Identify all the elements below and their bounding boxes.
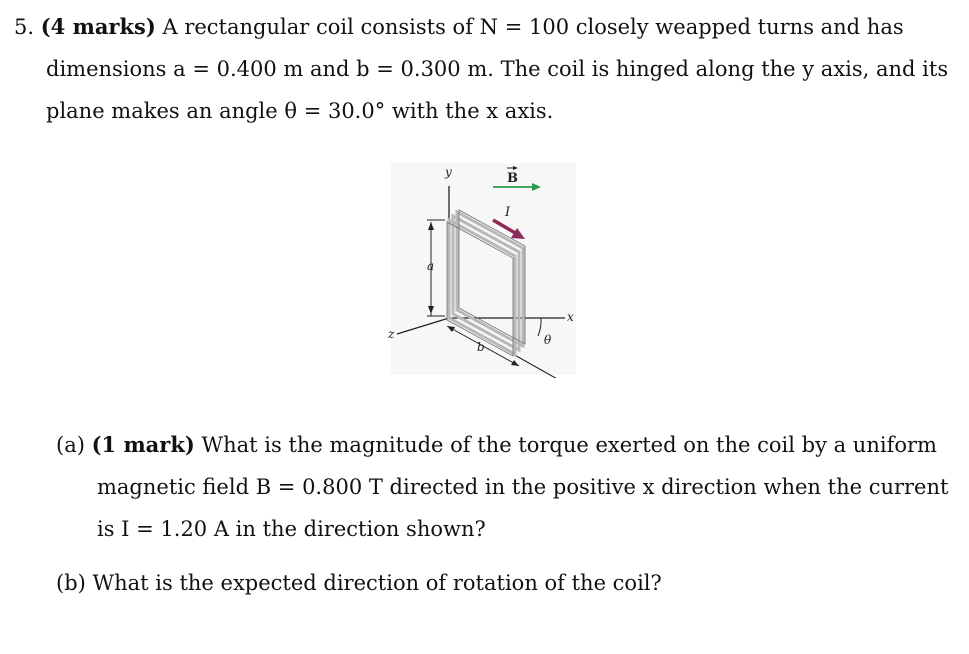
part-b-label: (b) bbox=[56, 571, 86, 595]
part-a-text-1: What is the magnitude of the torque exerted on the coil by a uniform bbox=[201, 433, 937, 457]
part-b-line bbox=[56, 570, 662, 596]
part-b-text: What is the expected direction of rotation of the coil? bbox=[92, 571, 662, 595]
problem-number: 5. bbox=[14, 15, 35, 39]
label-theta: θ bbox=[544, 333, 552, 347]
problem-marks: (4 marks) bbox=[40, 14, 156, 39]
label-a: a bbox=[427, 259, 435, 273]
problem-line-3: plane makes an angle θ = 30.0° with the x axis. bbox=[46, 99, 554, 123]
part-a-label: (a) bbox=[56, 433, 85, 457]
label-x-axis: x bbox=[567, 310, 574, 324]
part-a-line-1 bbox=[56, 432, 937, 458]
label-y-axis: y bbox=[445, 165, 452, 179]
part-a-line-3: is I = 1.20 A in the direction shown? bbox=[97, 517, 486, 541]
part-a-marks: (1 mark) bbox=[91, 432, 195, 457]
problem-line-2: dimensions a = 0.400 m and b = 0.300 m. The coil is hinged along the y axis, and its bbox=[46, 57, 949, 81]
part-a-line-2: magnetic field B = 0.800 T directed in the positive x direction when the current bbox=[97, 475, 949, 499]
coil-figure bbox=[383, 158, 583, 378]
label-z-axis: z bbox=[388, 327, 395, 341]
label-field: B bbox=[507, 171, 518, 186]
problem-text-1: A rectangular coil consists of N = 100 closely weapped turns and has bbox=[162, 15, 904, 39]
label-b: b bbox=[477, 340, 485, 354]
problem-line-1 bbox=[14, 14, 904, 40]
label-current: I bbox=[505, 205, 511, 220]
